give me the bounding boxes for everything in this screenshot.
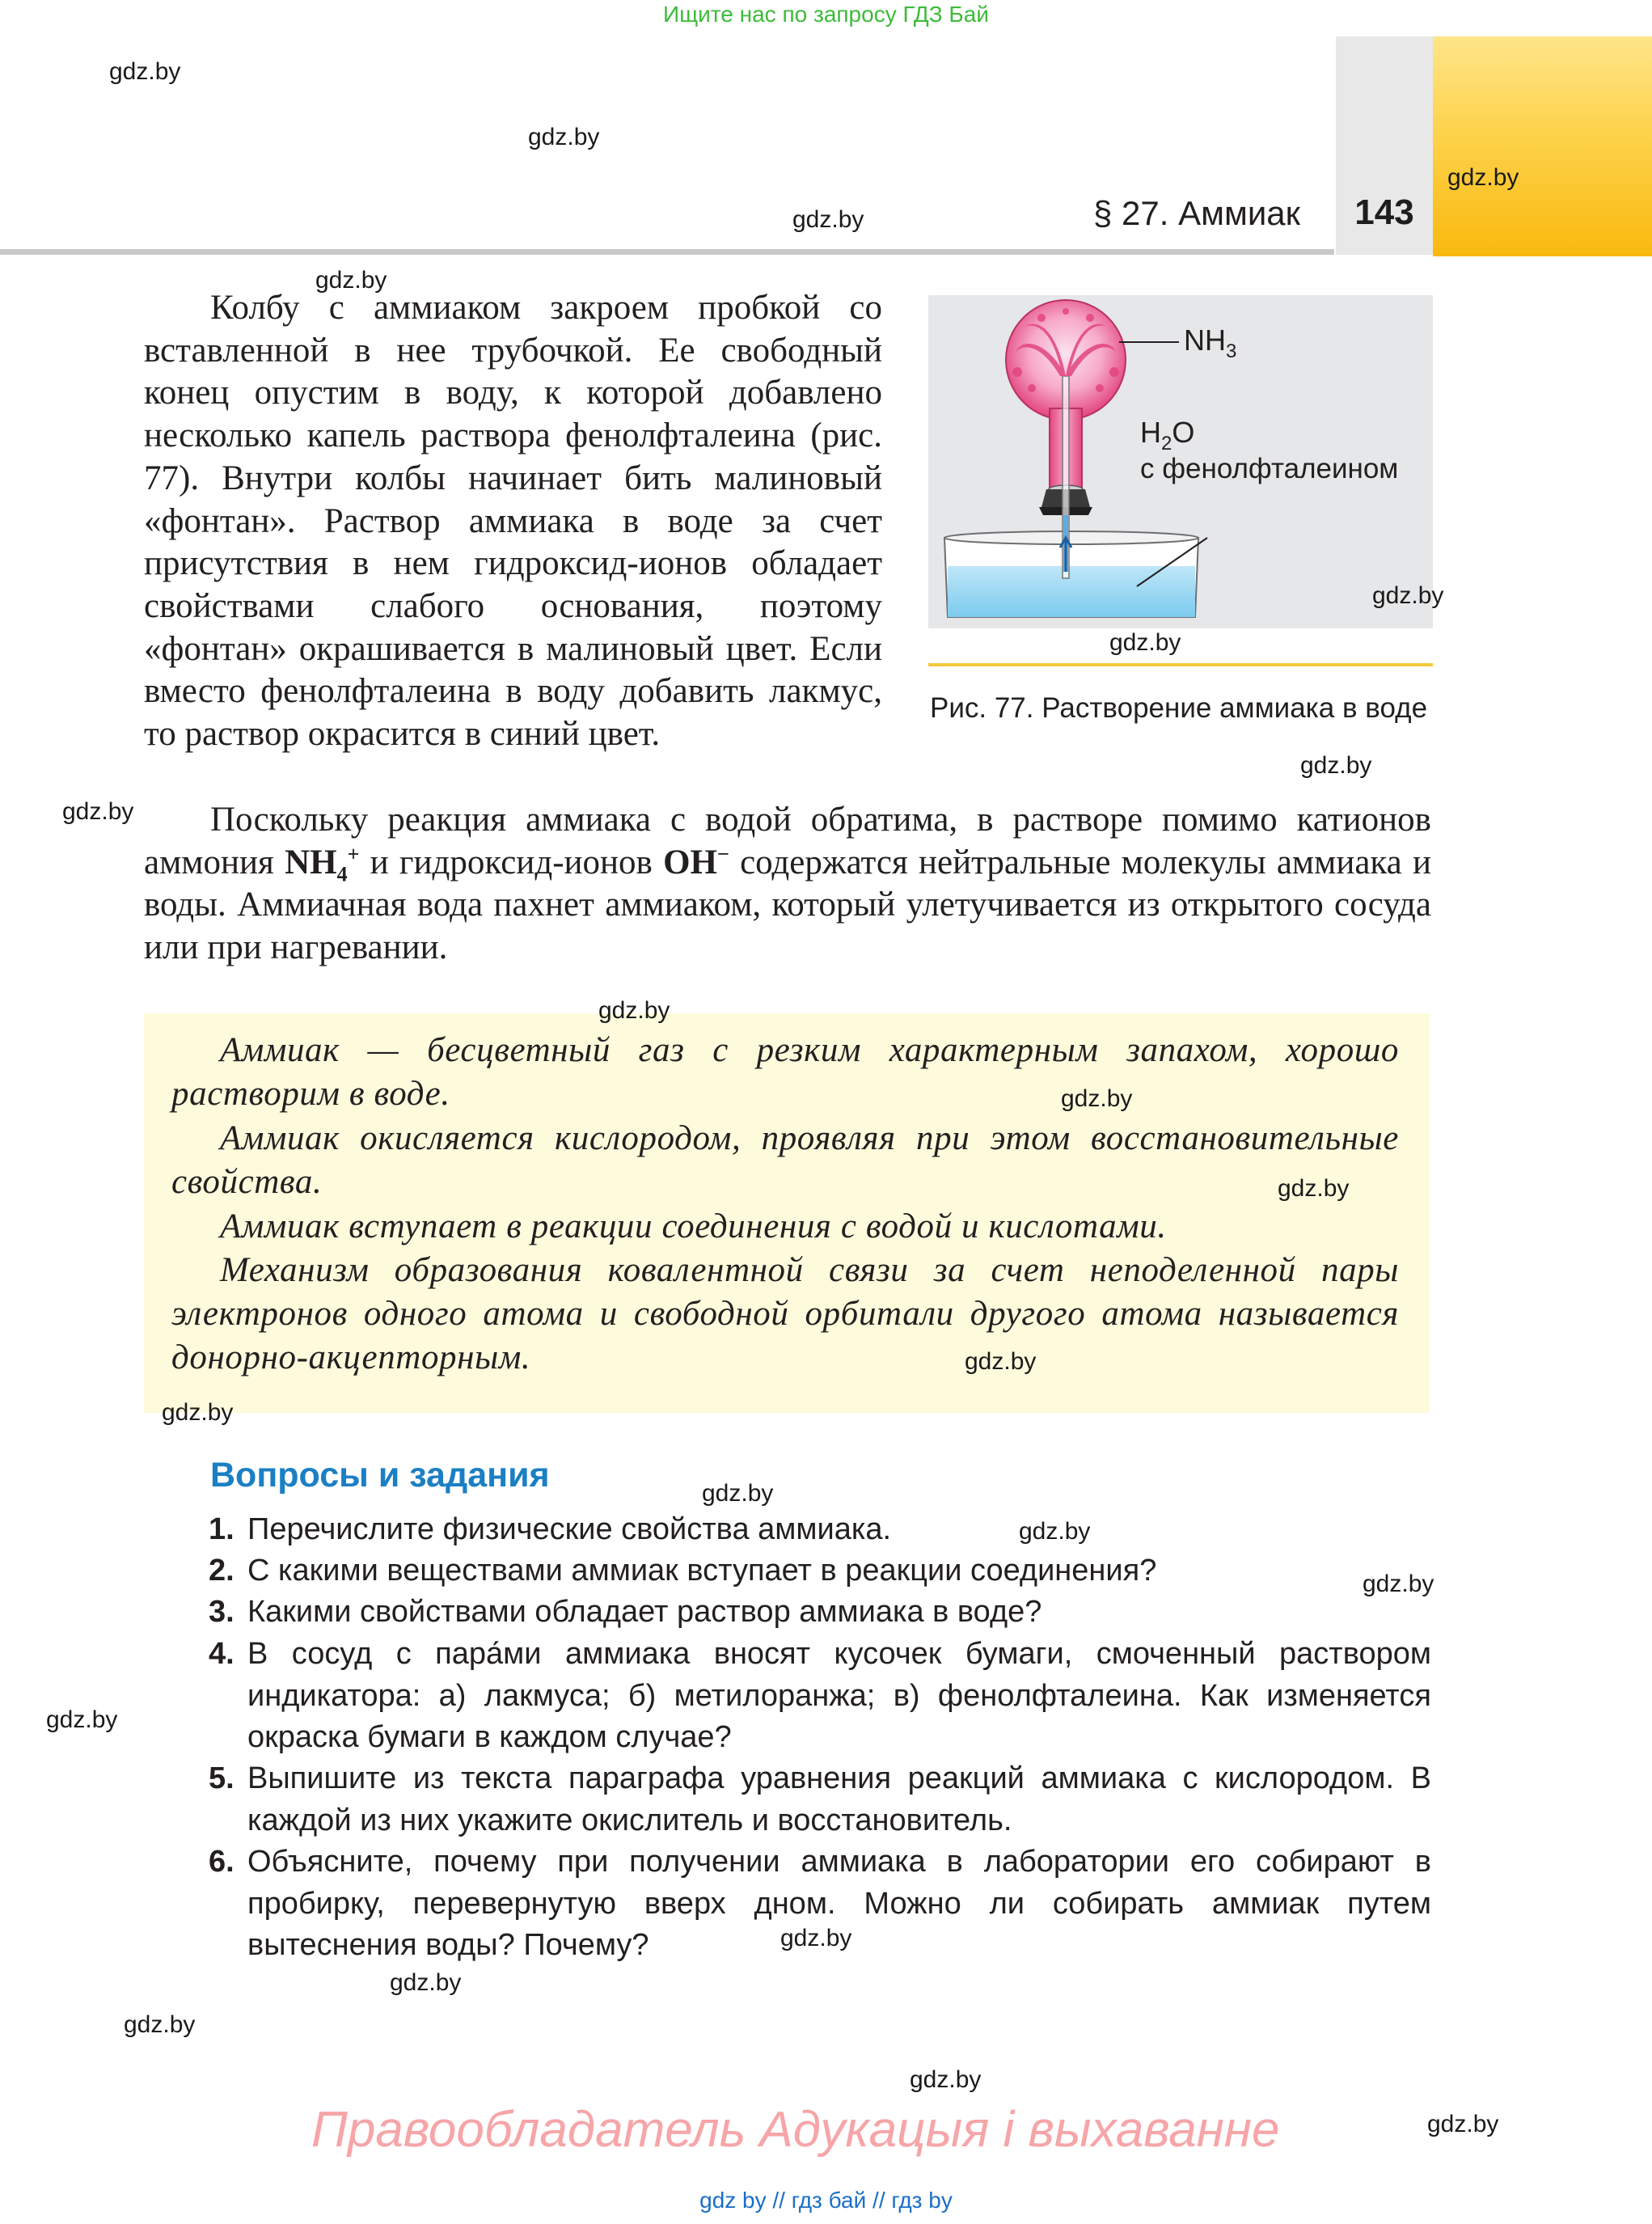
- question-number: 4.: [209, 1637, 234, 1671]
- page-corner-tab: [1433, 36, 1652, 256]
- watermark: gdz.by: [1061, 1085, 1133, 1112]
- figure-caption-rule: [928, 663, 1433, 666]
- water-trough: [944, 531, 1198, 617]
- label-nh3: $NH_3$: [1184, 323, 1237, 362]
- question-text: Какими свойствами обладает раствор аммиака в воде?: [247, 1595, 1042, 1629]
- question-text: Перечислите физические свойства аммиака.: [247, 1512, 892, 1546]
- watermark: gdz.by: [792, 206, 864, 233]
- ammonium-ion-formula: $NH_4^+$: [285, 842, 360, 886]
- ammonia-fountain-illustration: [928, 295, 1433, 628]
- summary-statement: Аммиак окисляется кислородом, проявляя при этом восстановительные свойства.: [171, 1119, 1399, 1201]
- question-item: [209, 1592, 1431, 1634]
- copyright-notice: Правообладатель Адукацыя і выхаванне: [311, 2102, 1280, 2158]
- watermark: gdz.by: [598, 997, 670, 1024]
- watermark: gdz.by: [1363, 1571, 1434, 1597]
- watermark: gdz.by: [1019, 1518, 1091, 1545]
- question-text: Объясните, почему при получении аммиака в лаборатории его собирают в пробирку, перевернутую вверх дном. Можно ли собирать аммиак путем вытеснения воды? Почему?: [247, 1845, 1431, 1962]
- watermark: gdz.by: [109, 58, 181, 85]
- watermark: gdz.by: [1372, 582, 1444, 609]
- question-number: 6.: [209, 1845, 234, 1879]
- question-item: [209, 1634, 1431, 1759]
- watermark: gdz.by: [1109, 629, 1181, 656]
- question-item: [209, 1509, 1431, 1551]
- watermark: gdz.by: [62, 798, 134, 825]
- watermark: gdz.by: [1278, 1175, 1350, 1202]
- question-number: 5.: [209, 1761, 234, 1795]
- watermark: gdz.by: [1300, 752, 1372, 779]
- watermark: gdz.by: [910, 2066, 982, 2093]
- summary-statement: Аммиак вступает в реакции соединения с водой и кислотами.: [220, 1207, 1167, 1245]
- watermark: gdz.by: [124, 2011, 196, 2038]
- figure-caption: Рис. 77. Растворение аммиака в воде: [930, 692, 1428, 724]
- watermark: gdz.by: [1427, 2111, 1499, 2137]
- question-number: 2.: [209, 1554, 234, 1588]
- question-number: 3.: [209, 1595, 234, 1629]
- paragraph-fountain-experiment: Колбу с аммиаком закроем пробкой со вставленной в нее трубочкой. Ее свободный конец опустим в воду, к которой добавлено несколько капель раствора фенолфталеина (рис. 77). Внутри колбы начинает бить малиновый «фонтан». Раствор аммиака в воде за счет присутствия в нем гидроксид-ионов обладает свойствами слабого основания, поэтому «фонтан» окрашивается в малиновый цвет. Если вместо фенолфталеина в воду добавить лакмус, то раствор окрасится в синий цвет.: [144, 289, 882, 754]
- watermark: gdz.by: [702, 1480, 774, 1507]
- question-text: С какими веществами аммиак вступает в реакции соединения?: [247, 1554, 1157, 1588]
- watermark: gdz.by: [390, 1969, 462, 1996]
- question-number: 1.: [209, 1512, 234, 1546]
- watermark: gdz.by: [965, 1348, 1037, 1375]
- question-item: [209, 1758, 1431, 1841]
- page-number: 143: [1354, 192, 1414, 232]
- paragraph-ammonia-water: Поскольку реакция аммиака с водой обратима, в растворе помимо катионов аммония $NH_4^+$ и гидроксид-ионов OH− содержатся нейтральные молекулы аммиака и воды. Аммиачная вода пахнет аммиаком, который улетучивается из открытого сосуда или при нагревании.: [144, 801, 1432, 967]
- section-title: § 27. Аммиак: [1093, 194, 1301, 232]
- label-indicator: с фенолфталеином: [1140, 453, 1399, 484]
- top-banner: Ищите нас по запросу ГДЗ Бай: [662, 2, 990, 27]
- watermark: gdz.by: [162, 1399, 234, 1426]
- watermark: gdz.by: [528, 124, 600, 150]
- watermark: gdz.by: [780, 1925, 852, 1951]
- hydroxide-ion-formula: OH−: [663, 842, 729, 882]
- question-text: Выпишите из текста параграфа уравнения реакций аммиака с кислородом. В каждой из них укажите окислитель и восстановитель.: [247, 1761, 1431, 1837]
- watermark: gdz.by: [46, 1706, 118, 1733]
- question-item: [209, 1550, 1431, 1592]
- watermark: gdz.by: [1447, 164, 1519, 191]
- questions-heading: Вопросы и задания: [210, 1456, 550, 1495]
- header-rule: [0, 249, 1334, 255]
- footer-links[interactable]: gdz by // гдз бай // гдз by: [699, 2188, 953, 2213]
- question-text: В сосуд с пара́ми аммиака вносят кусочек бумаги, смоченный раствором индикатора: а) лакмуса; б) метилоранжа; в) фенолфталеина. Как изменяется окраска бумаги в каждом случае?: [247, 1637, 1431, 1754]
- summary-statement: Аммиак — бесцветный газ с резким характерным запахом, хорошо растворим в воде.: [171, 1031, 1399, 1113]
- summary-statement: Механизм образования ковалентной связи за счет неподеленной пары электронов одного атома и свободной орбитали другого атома называется донорно-акцепторным.: [171, 1251, 1399, 1376]
- label-h2o: $H_2O$: [1140, 416, 1195, 455]
- watermark: gdz.by: [315, 267, 387, 294]
